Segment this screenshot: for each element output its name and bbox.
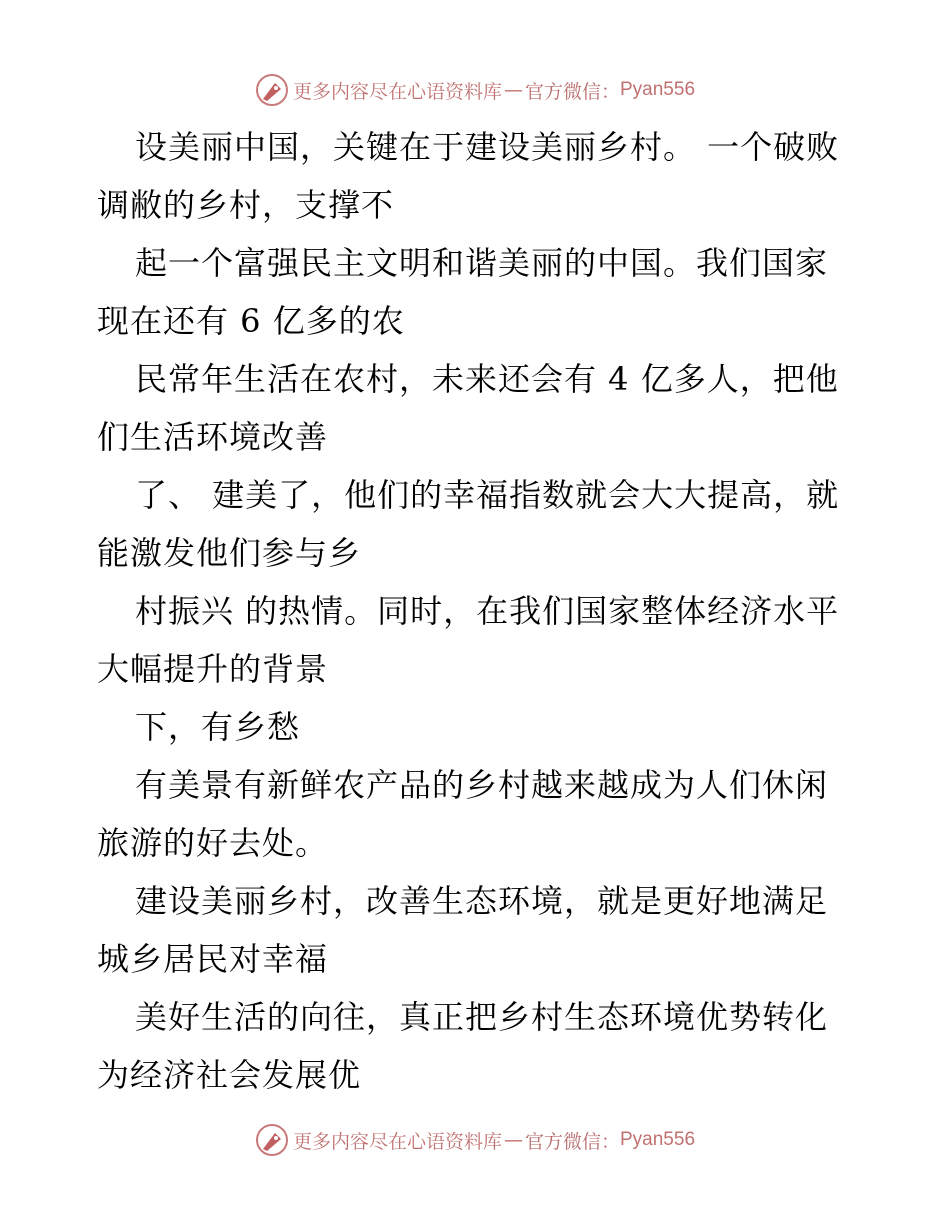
paragraph-6: 下，有乡愁 xyxy=(135,708,301,746)
watermark-dash: — xyxy=(503,1129,523,1151)
paragraph-3: 民常年生活在农村，未来还会有 4 亿多人，把他们生活环境改善 xyxy=(97,360,839,456)
watermark-dash: — xyxy=(503,79,523,101)
paragraph-2: 起一个富强民主文明和谐美丽的中国。我们国家现在还有 6 亿多的农 xyxy=(97,244,829,340)
watermark-official-label: 官方微信： xyxy=(524,80,620,103)
watermark-wechat-id: Pyan556 xyxy=(620,1129,696,1150)
pen-nib-logo-icon xyxy=(255,1123,289,1157)
watermark-brand-text: 更多内容尽在心语资料库 xyxy=(292,80,502,103)
footer-watermark xyxy=(0,1120,950,1160)
paragraph-7: 有美景有新鲜农产品的乡村越来越成为人们休闲旅游的好去处。 xyxy=(97,766,829,862)
paragraph-4: 了、 建美了，他们的幸福指数就会大大提高，就能激发他们参与乡 xyxy=(97,476,840,572)
paragraph-1: 设美丽中国，关键在于建设美丽乡村。 一个破败调敝的乡村，支撑不 xyxy=(97,128,840,224)
watermark-official-label: 官方微信： xyxy=(524,1130,620,1153)
paragraph-9: 美好生活的向往，真正把乡村生态环境优势转化为经济社会发展优 xyxy=(97,998,829,1094)
watermark-wechat-id: Pyan556 xyxy=(620,79,696,100)
document-body xyxy=(97,118,857,1104)
header-watermark xyxy=(0,70,950,110)
paragraph-8: 建设美丽乡村，改善生态环境，就是更好地满足城乡居民对幸福 xyxy=(97,882,829,978)
watermark-brand-text: 更多内容尽在心语资料库 xyxy=(292,1130,502,1153)
paragraph-5: 村振兴 的热情。同时，在我们国家整体经济水平大幅提升的背景 xyxy=(97,592,840,688)
pen-nib-logo-icon xyxy=(255,73,289,107)
